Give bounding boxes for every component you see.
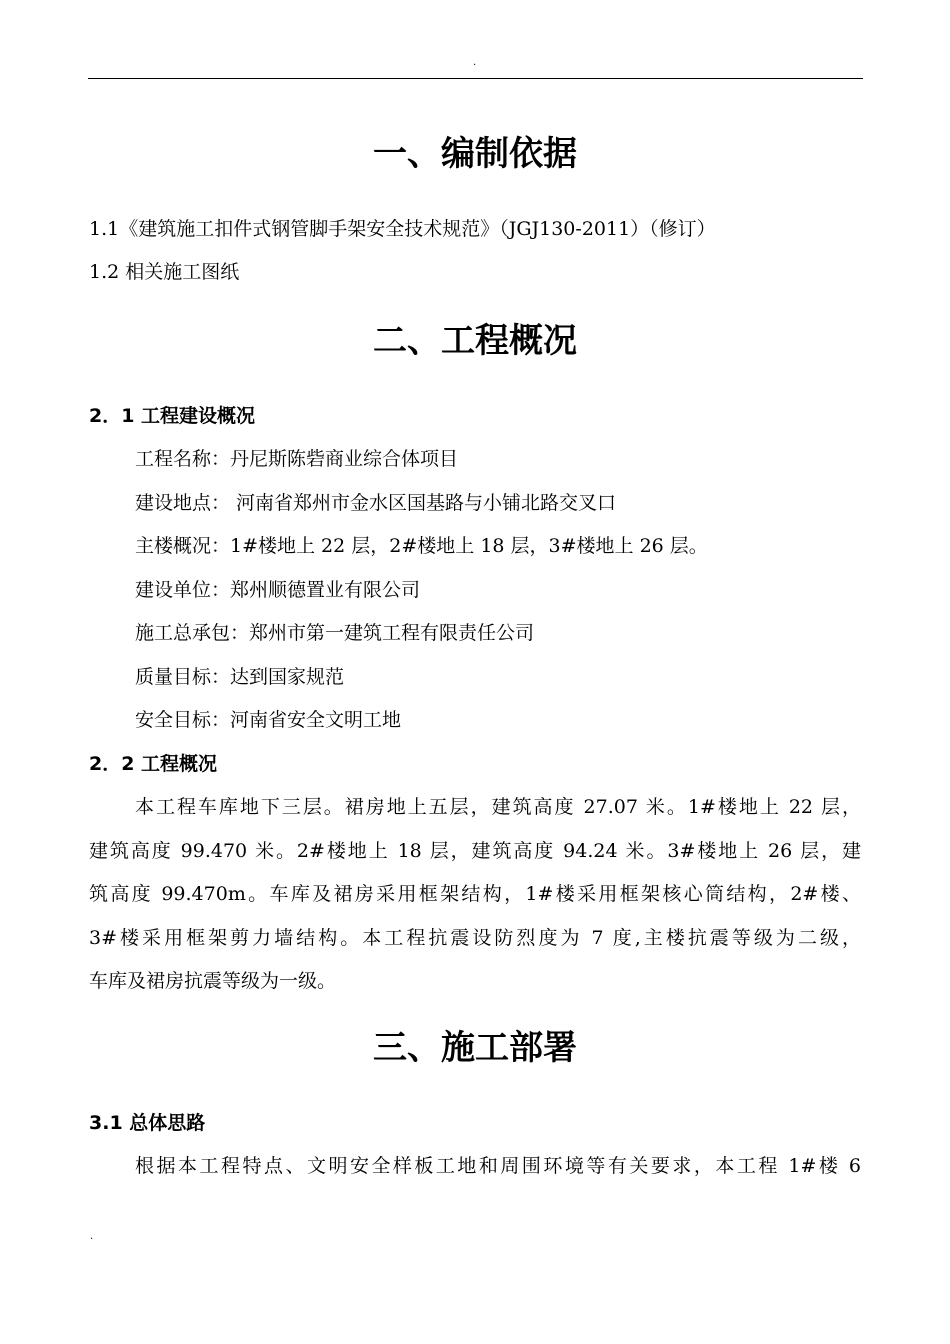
subsection-2-1-heading: 2．1 工程建设概况 (89, 405, 256, 427)
footer-mark: . (90, 1231, 94, 1242)
section-1-title: 一、编制依据 (373, 134, 577, 174)
section-3-title: 三、施工部署 (373, 1028, 577, 1068)
paragraph-line: 本工程车库地下三层。裙房地上五层，建筑高度 27.07 米。1#楼地上 22 层， (135, 796, 861, 818)
reference-item-1-1: 1.1《建筑施工扣件式钢管脚手架安全技术规范》（JGJ130-2011）（修订） (89, 218, 716, 240)
project-name: 工程名称：丹尼斯陈砦商业综合体项目 (135, 448, 459, 470)
paragraph-line: 根据本工程特点、文明安全样板工地和周围环境等有关要求，本工程 1#楼 6 (135, 1155, 861, 1177)
project-location: 建设地点： 河南省郑州市金水区国基路与小铺北路交叉口 (135, 492, 617, 514)
main-building-summary: 主楼概况：1#楼地上 22 层，2#楼地上 18 层，3#楼地上 26 层。 (135, 535, 708, 557)
safety-target: 安全目标：河南省安全文明工地 (135, 709, 402, 731)
header-mark: . (473, 57, 477, 68)
paragraph-line: 车库及裙房抗震等级为一级。 (89, 970, 337, 992)
paragraph-line: 筑高度 99.470m。车库及裙房采用框架结构，1#楼采用框架核心筒结构，2#楼、 (89, 883, 861, 905)
header-rule (88, 78, 863, 79)
quality-target: 质量目标：达到国家规范 (135, 666, 345, 688)
construction-unit: 建设单位：郑州顺德置业有限公司 (135, 579, 421, 601)
paragraph-line: 建筑高度 99.470 米。2#楼地上 18 层，建筑高度 94.24 米。3#楼地上 26 层，建 (89, 840, 861, 862)
general-contractor: 施工总承包：郑州市第一建筑工程有限责任公司 (135, 622, 535, 644)
paragraph-line: 3#楼采用框架剪力墙结构。本工程抗震设防烈度为 7 度,主楼抗震等级为二级， (89, 927, 861, 949)
subsection-3-1-heading: 3.1 总体思路 (89, 1112, 206, 1134)
subsection-2-2-heading: 2．2 工程概况 (89, 753, 218, 775)
reference-item-1-2: 1.2 相关施工图纸 (89, 261, 240, 283)
section-2-title: 二、工程概况 (373, 321, 577, 361)
